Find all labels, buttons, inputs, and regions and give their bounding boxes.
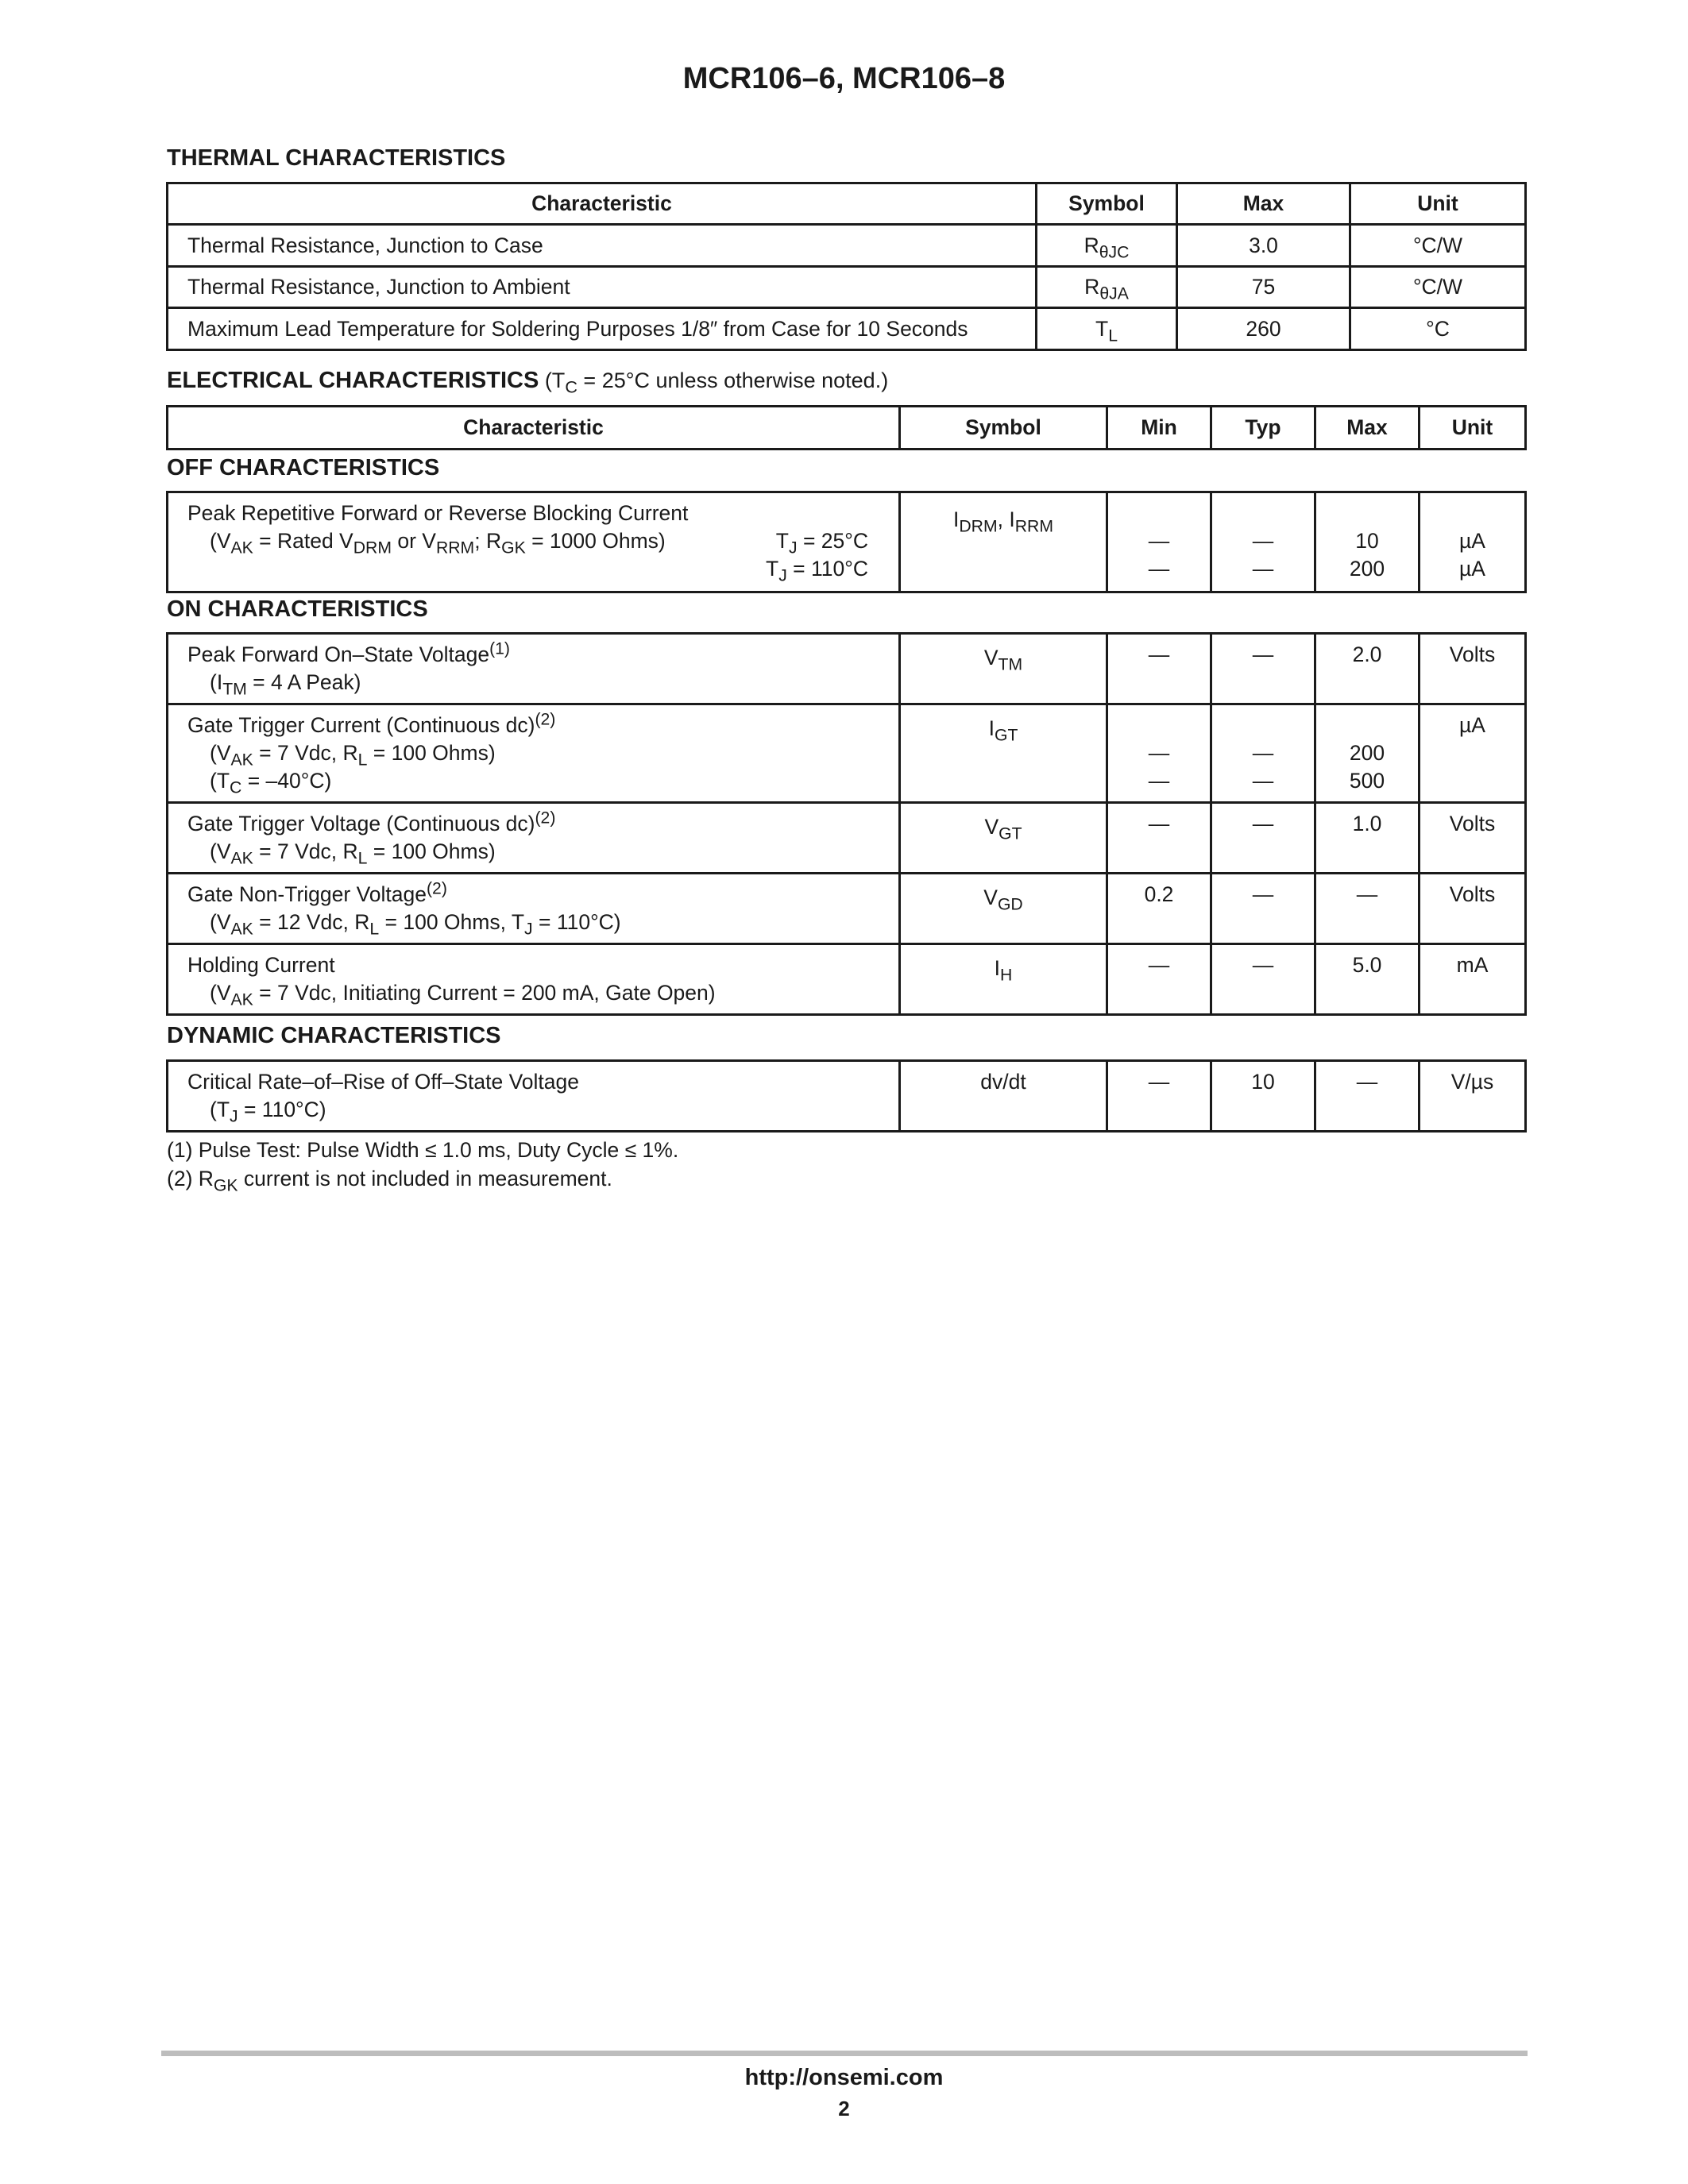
row-condition: ($V_{AK} = 7$ Vdc, Initiating Current = 200 mA, Gate Open) <box>210 981 716 1009</box>
char-cell: Maximum Lead Temperature for Soldering Purposes 1/8″ from Case for 10 Seconds <box>168 308 1037 350</box>
typ-cell: — <box>1211 634 1315 704</box>
unit-cell: °C <box>1350 308 1526 350</box>
row-condition: ($V_{AK} = 7$ Vdc, $R_L = 100$ Ohms) <box>210 839 496 868</box>
char-cell <box>168 1061 900 1132</box>
unit-cell: mA <box>1420 944 1526 1015</box>
row-title: Peak Forward On–State Voltage$^{(1)}$ <box>187 639 510 666</box>
min-cell: — — <box>1107 492 1211 592</box>
dynamic-heading: DYNAMIC CHARACTERISTICS <box>167 1023 501 1048</box>
symbol-cell: $V_{TM}$ <box>900 634 1107 704</box>
typ-cell: — <box>1211 803 1315 874</box>
min-cell: 0.2 <box>1107 874 1211 944</box>
dynamic-table <box>166 1059 1527 1133</box>
on-table <box>166 632 1527 1016</box>
electrical-header-row <box>168 407 1526 450</box>
footnote-1: (1) Pulse Test: Pulse Width ≤ 1.0 ms, Duty Cycle ≤ 1%. <box>167 1138 679 1162</box>
table-row <box>168 944 1526 1015</box>
typ-cell: 10 <box>1211 1061 1315 1132</box>
electrical-heading: ELECTRICAL CHARACTERISTICS ($T_C = 25^\circ C$ unless otherwise noted.) <box>167 368 889 397</box>
temp-condition-2: $T_J = 110^\circ C$ <box>766 557 868 585</box>
row-title: Critical Rate–of–Rise of Off–State Voltage <box>187 1070 579 1094</box>
temp-condition-1: $T_J = 25^\circ C$ <box>775 529 868 558</box>
footnotes <box>167 1136 678 1193</box>
typ-cell: — <box>1211 944 1315 1015</box>
symbol-cell: $V_{GT}$ <box>900 803 1107 874</box>
max-cell: 2.0 <box>1315 634 1420 704</box>
row-condition: ($V_{AK} = 12$ Vdc, $R_L = 100$ Ohms, $T_J = 110^\circ C$) <box>210 910 621 939</box>
unit-cell: µA µA <box>1420 492 1526 592</box>
min-cell: — <box>1107 1061 1211 1132</box>
footer-divider <box>161 2051 1528 2056</box>
thermal-table <box>166 182 1527 351</box>
row-condition: $(T_J = 110^\circ C)$ <box>210 1098 326 1126</box>
table-row <box>168 492 1526 592</box>
table-row <box>168 704 1526 803</box>
row-title: Gate Trigger Current (Continuous dc)$^{(2)}$ <box>187 710 556 737</box>
unit-cell: V/µs <box>1420 1061 1526 1132</box>
char-cell <box>168 704 900 803</box>
max-cell: — <box>1315 874 1420 944</box>
footnote-2: (2) $R_{GK}$ current is not included in measurement. <box>167 1167 612 1195</box>
col-symbol: Symbol <box>900 407 1107 450</box>
col-min: Min <box>1107 407 1211 450</box>
col-characteristic: Characteristic <box>168 183 1037 225</box>
char-cell <box>168 944 900 1015</box>
typ-cell: — — <box>1211 704 1315 803</box>
row-title: Gate Non-Trigger Voltage$^{(2)}$ <box>187 879 447 906</box>
table-row <box>168 267 1526 308</box>
char-cell <box>168 492 900 592</box>
typ-cell: — <box>1211 874 1315 944</box>
thermal-heading: THERMAL CHARACTERISTICS <box>167 145 506 171</box>
page-number: 2 <box>838 2097 850 2120</box>
col-symbol: Symbol <box>1037 183 1177 225</box>
table-row <box>168 874 1526 944</box>
row-title: Peak Repetitive Forward or Reverse Blocking Current <box>187 501 689 525</box>
symbol-cell: $I_{GT}$ <box>900 704 1107 803</box>
char-cell <box>168 634 900 704</box>
max-cell: 200 500 <box>1315 704 1420 803</box>
col-max: Max <box>1315 407 1420 450</box>
char-cell: Thermal Resistance, Junction to Ambient <box>168 267 1037 308</box>
page-title: MCR106–6, MCR106–8 <box>682 62 1006 95</box>
typ-cell: — — <box>1211 492 1315 592</box>
unit-cell: Volts <box>1420 874 1526 944</box>
unit-cell: °C/W <box>1350 267 1526 308</box>
symbol-cell: $T_L$ <box>1037 308 1177 350</box>
min-cell: — <box>1107 803 1211 874</box>
col-characteristic: Characteristic <box>168 407 900 450</box>
unit-cell: Volts <box>1420 803 1526 874</box>
col-unit: Unit <box>1420 407 1526 450</box>
max-cell: 3.0 <box>1177 225 1350 267</box>
row-condition: $(T_C = -40^\circ C)$ <box>210 769 332 797</box>
table-row <box>168 308 1526 350</box>
unit-cell: µA <box>1420 704 1526 803</box>
row-title: Holding Current <box>187 953 335 977</box>
symbol-cell: $R_{\theta JA}$ <box>1037 267 1177 308</box>
char-cell <box>168 874 900 944</box>
unit-cell: Volts <box>1420 634 1526 704</box>
off-table <box>166 491 1527 593</box>
table-row <box>168 225 1526 267</box>
char-cell: Thermal Resistance, Junction to Case <box>168 225 1037 267</box>
symbol-cell: dv/dt <box>900 1061 1107 1132</box>
electrical-header-table <box>166 405 1527 450</box>
symbol-cell: $R_{\theta JC}$ <box>1037 225 1177 267</box>
footer-url[interactable]: http://onsemi.com <box>744 2065 944 2090</box>
electrical-note: ($T_C = 25^\circ C$ unless otherwise noted.) <box>539 369 889 397</box>
max-cell: 75 <box>1177 267 1350 308</box>
col-max: Max <box>1177 183 1350 225</box>
row-condition: ($I_{TM} = 4$ A Peak) <box>210 670 361 699</box>
max-cell: 10 200 <box>1315 492 1420 592</box>
char-cell <box>168 803 900 874</box>
symbol-cell: $I_{DRM}$, $I_{RRM}$ <box>900 492 1107 592</box>
row-title: Gate Trigger Voltage (Continuous dc)$^{(2)}$ <box>187 808 556 835</box>
min-cell: — <box>1107 944 1211 1015</box>
symbol-cell: $I_H$ <box>900 944 1107 1015</box>
max-cell: 260 <box>1177 308 1350 350</box>
row-condition: ($V_{AK} = 7$ Vdc, $R_L = 100$ Ohms) <box>210 741 496 770</box>
table-row <box>168 1061 1526 1132</box>
unit-cell: °C/W <box>1350 225 1526 267</box>
thermal-header-row <box>168 183 1526 225</box>
on-heading: ON CHARACTERISTICS <box>167 596 428 622</box>
min-cell: — <box>1107 634 1211 704</box>
col-unit: Unit <box>1350 183 1526 225</box>
max-cell: 5.0 <box>1315 944 1420 1015</box>
symbol-cell: $V_{GD}$ <box>900 874 1107 944</box>
row-condition: ($V_{AK}$ = Rated $V_{DRM}$ or $V_{RRM}$; $R_{GK} = 1000$ Ohms) <box>210 529 666 558</box>
col-typ: Typ <box>1211 407 1315 450</box>
min-cell: — — <box>1107 704 1211 803</box>
off-heading: OFF CHARACTERISTICS <box>167 455 440 480</box>
max-cell: 1.0 <box>1315 803 1420 874</box>
table-row <box>168 634 1526 704</box>
table-row <box>168 803 1526 874</box>
max-cell: — <box>1315 1061 1420 1132</box>
